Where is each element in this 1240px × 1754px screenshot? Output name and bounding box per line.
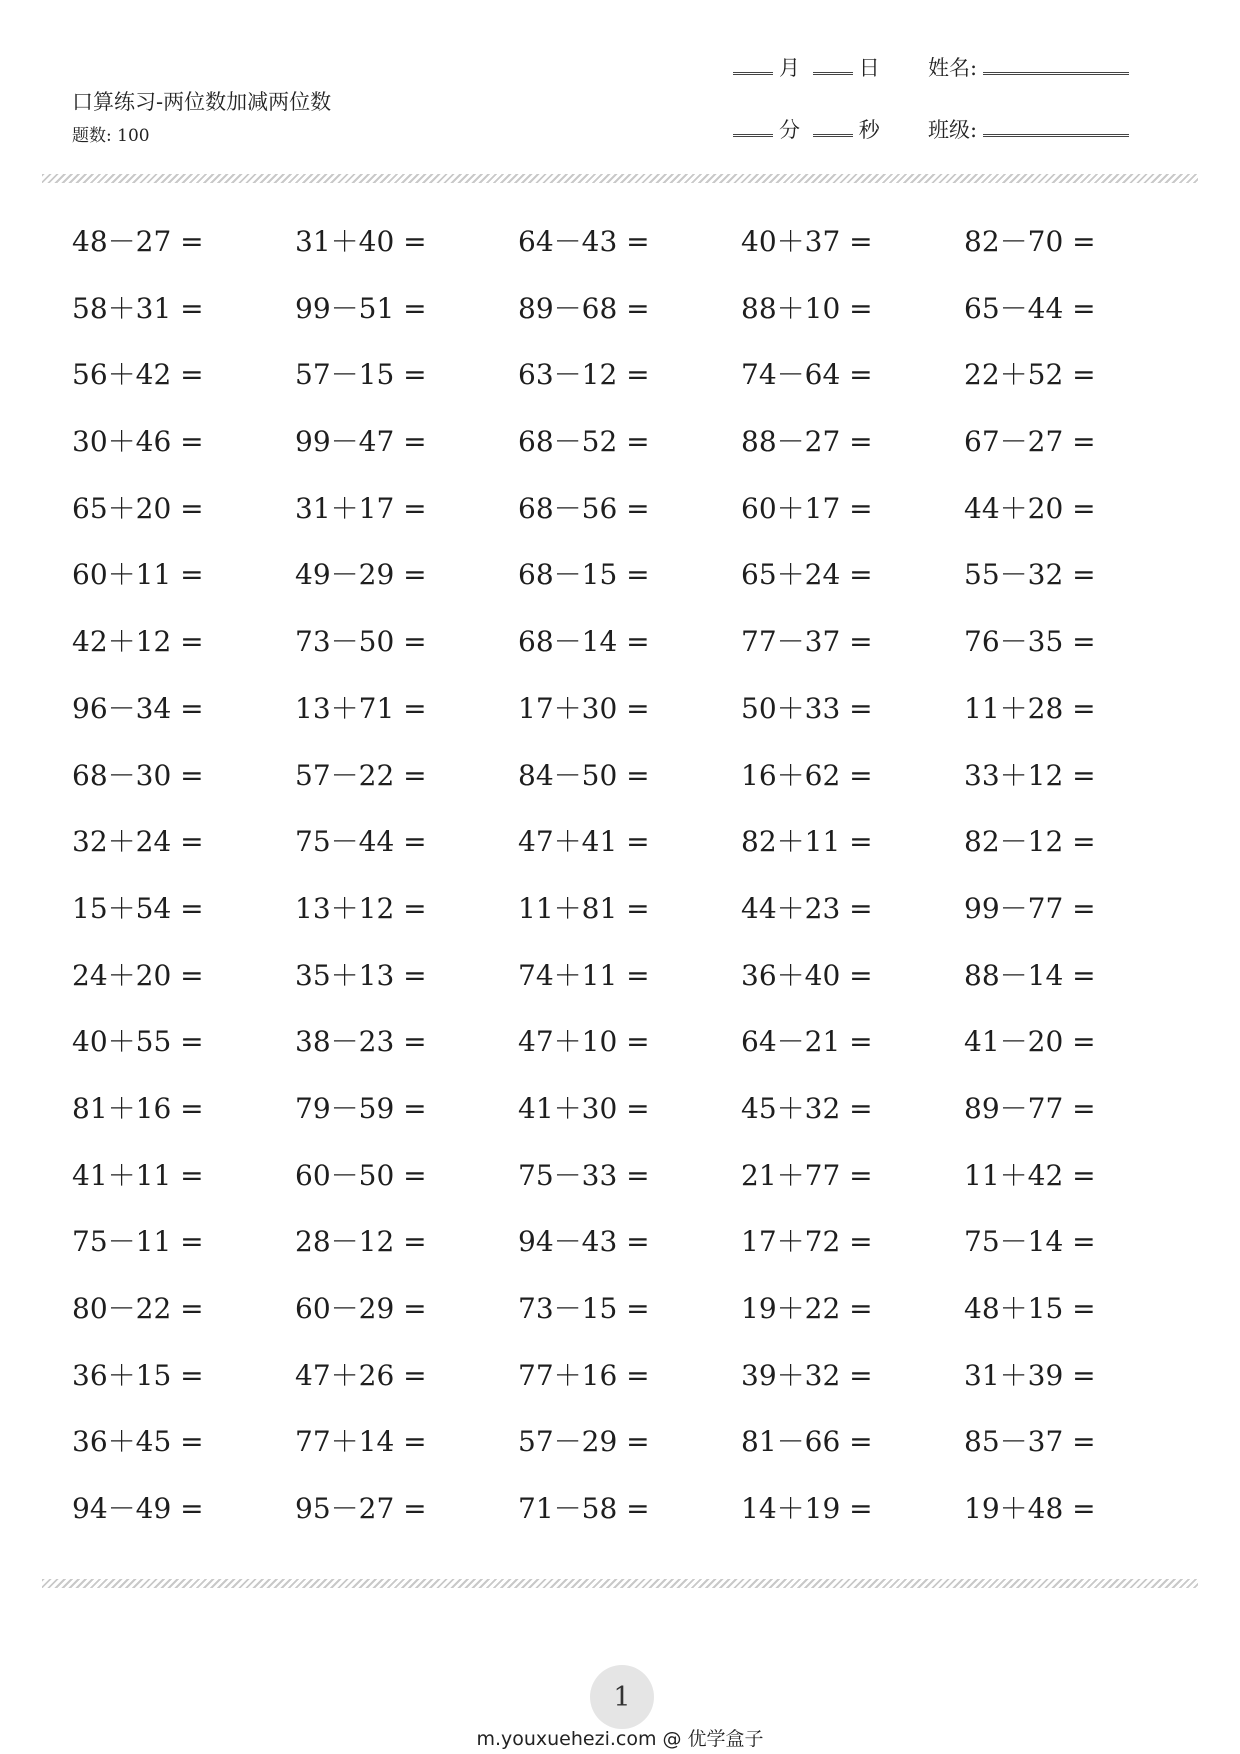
math-problem: 75－33 =: [518, 1158, 650, 1192]
math-problem: 58＋31 =: [72, 291, 204, 325]
math-problem: 42＋12 =: [72, 625, 204, 659]
bottom-divider: [42, 1579, 1198, 1588]
math-problem: 96－34 =: [72, 691, 204, 725]
math-problem: 32＋24 =: [72, 825, 204, 859]
math-problem: 74＋11 =: [518, 958, 650, 992]
math-problem: 35＋13 =: [295, 958, 427, 992]
math-problem: 67－27 =: [964, 425, 1096, 459]
math-problem: 56＋42 =: [72, 358, 204, 392]
math-problem: 45＋32 =: [741, 1091, 873, 1125]
math-problem: 73－50 =: [295, 625, 427, 659]
second-label: 秒: [858, 118, 880, 142]
math-problem: 85－37 =: [964, 1425, 1096, 1459]
math-problem: 41＋11 =: [72, 1158, 204, 1192]
class-label: 班级:: [928, 118, 978, 142]
math-problem: 36＋40 =: [741, 958, 873, 992]
math-problem: 36＋15 =: [72, 1358, 204, 1392]
math-problem: 84－50 =: [518, 758, 650, 792]
math-problem: 57－29 =: [518, 1425, 650, 1459]
name-field: [928, 52, 1135, 82]
math-problem: 49－29 =: [295, 558, 427, 592]
math-problem: 81－66 =: [741, 1425, 873, 1459]
math-problem: 36＋45 =: [72, 1425, 204, 1459]
month-label: 月: [779, 56, 800, 80]
math-problem: 77－37 =: [741, 625, 873, 659]
math-problem: 24＋20 =: [72, 958, 204, 992]
math-problem: 44＋23 =: [741, 891, 873, 925]
math-problem: 48－27 =: [72, 225, 204, 258]
math-problem: 28－12 =: [295, 1225, 427, 1259]
math-problem: 60＋17 =: [741, 491, 873, 525]
footer-site: m.youxuehezi.com @ 优学盒子: [476, 1728, 764, 1750]
math-problem: 17＋30 =: [518, 691, 650, 725]
math-problem: 41－20 =: [964, 1025, 1096, 1059]
math-problem: 31＋17 =: [295, 491, 427, 525]
math-problem: 50＋33 =: [741, 691, 873, 725]
math-problem: 60－29 =: [295, 1292, 427, 1325]
math-problem: 60－50 =: [295, 1158, 427, 1192]
math-problem: 76－35 =: [964, 625, 1096, 659]
date-fields: [727, 52, 880, 82]
math-problem: 21＋77 =: [741, 1158, 873, 1192]
math-problem: 47＋41 =: [518, 825, 650, 859]
math-problem: 75－11 =: [72, 1225, 204, 1259]
math-problem: 65＋24 =: [741, 558, 873, 592]
math-problem: 88－27 =: [741, 425, 873, 459]
math-problem: 39＋32 =: [741, 1358, 873, 1392]
math-problem: 65＋20 =: [72, 491, 204, 525]
math-problem: 60＋11 =: [72, 558, 204, 592]
math-problem: 68－15 =: [518, 558, 650, 592]
math-problem: 17＋72 =: [741, 1225, 873, 1259]
math-problem: 11＋28 =: [964, 691, 1096, 725]
minute-blank[interactable]: [733, 134, 773, 137]
math-problem: 89－77 =: [964, 1091, 1096, 1125]
math-problem: 99－77 =: [964, 891, 1096, 925]
math-problem: 95－27 =: [295, 1492, 427, 1526]
math-problem: 16＋62 =: [741, 758, 873, 792]
class-field: [928, 114, 1135, 144]
math-problem: 65－44 =: [964, 291, 1096, 325]
math-problem: 11＋42 =: [964, 1158, 1096, 1192]
math-problem: 64－43 =: [518, 225, 650, 258]
math-problem: 88＋10 =: [741, 291, 873, 325]
math-problem: 40＋37 =: [741, 225, 873, 258]
math-problem: 68－52 =: [518, 425, 650, 459]
math-problem: 68－30 =: [72, 758, 204, 792]
math-problem: 30＋46 =: [72, 425, 204, 459]
math-problem: 31＋39 =: [964, 1358, 1096, 1392]
math-problem: 38－23 =: [295, 1025, 427, 1059]
math-problem: 47＋26 =: [295, 1358, 427, 1392]
math-problem: 75－44 =: [295, 825, 427, 859]
math-problem: 47＋10 =: [518, 1025, 650, 1059]
math-problem: 44＋20 =: [964, 491, 1096, 525]
math-problem: 11＋81 =: [518, 891, 650, 925]
name-label: 姓名:: [928, 56, 978, 80]
math-problem: 19＋48 =: [964, 1492, 1096, 1526]
minute-label: 分: [779, 118, 800, 142]
math-problem: 99－51 =: [295, 291, 427, 325]
page-number: 1: [590, 1665, 654, 1729]
math-problem: 68－14 =: [518, 625, 650, 659]
math-problem: 19＋22 =: [741, 1292, 873, 1325]
problem-grid: [72, 225, 1192, 1562]
math-problem: 31＋40 =: [295, 225, 427, 258]
math-problem: 40＋55 =: [72, 1025, 204, 1059]
name-blank[interactable]: [983, 72, 1129, 75]
math-problem: 13＋12 =: [295, 891, 427, 925]
math-problem: 80－22 =: [72, 1292, 204, 1325]
math-problem: 82－70 =: [964, 225, 1096, 258]
math-problem: 75－14 =: [964, 1225, 1096, 1259]
math-problem: 99－47 =: [295, 425, 427, 459]
math-problem: 57－15 =: [295, 358, 427, 392]
second-blank[interactable]: [813, 134, 853, 137]
math-problem: 77＋16 =: [518, 1358, 650, 1392]
math-problem: 14＋19 =: [741, 1492, 873, 1526]
math-problem: 22＋52 =: [964, 358, 1096, 392]
math-problem: 81＋16 =: [72, 1091, 204, 1125]
math-problem: 63－12 =: [518, 358, 650, 392]
problem-count: 题数: 100: [72, 126, 150, 146]
day-blank[interactable]: [813, 72, 853, 75]
math-problem: 41＋30 =: [518, 1091, 650, 1125]
class-blank[interactable]: [983, 134, 1129, 137]
math-problem: 64－21 =: [741, 1025, 873, 1059]
time-fields: [727, 114, 880, 144]
month-blank[interactable]: [733, 72, 773, 75]
day-label: 日: [858, 56, 880, 80]
math-problem: 68－56 =: [518, 491, 650, 525]
math-problem: 13＋71 =: [295, 691, 427, 725]
math-problem: 79－59 =: [295, 1091, 427, 1125]
math-problem: 57－22 =: [295, 758, 427, 792]
math-problem: 55－32 =: [964, 558, 1096, 592]
math-problem: 73－15 =: [518, 1292, 650, 1325]
math-problem: 82＋11 =: [741, 825, 873, 859]
math-problem: 15＋54 =: [72, 891, 204, 925]
math-problem: 33＋12 =: [964, 758, 1096, 792]
math-problem: 82－12 =: [964, 825, 1096, 859]
top-divider: [42, 174, 1198, 183]
math-problem: 89－68 =: [518, 291, 650, 325]
worksheet-title: 口算练习-两位数加减两位数: [72, 90, 332, 114]
math-problem: 94－43 =: [518, 1225, 650, 1259]
math-problem: 94－49 =: [72, 1492, 204, 1526]
math-problem: 48＋15 =: [964, 1292, 1096, 1325]
math-problem: 88－14 =: [964, 958, 1096, 992]
math-problem: 71－58 =: [518, 1492, 650, 1526]
math-problem: 74－64 =: [741, 358, 873, 392]
math-problem: 77＋14 =: [295, 1425, 427, 1459]
